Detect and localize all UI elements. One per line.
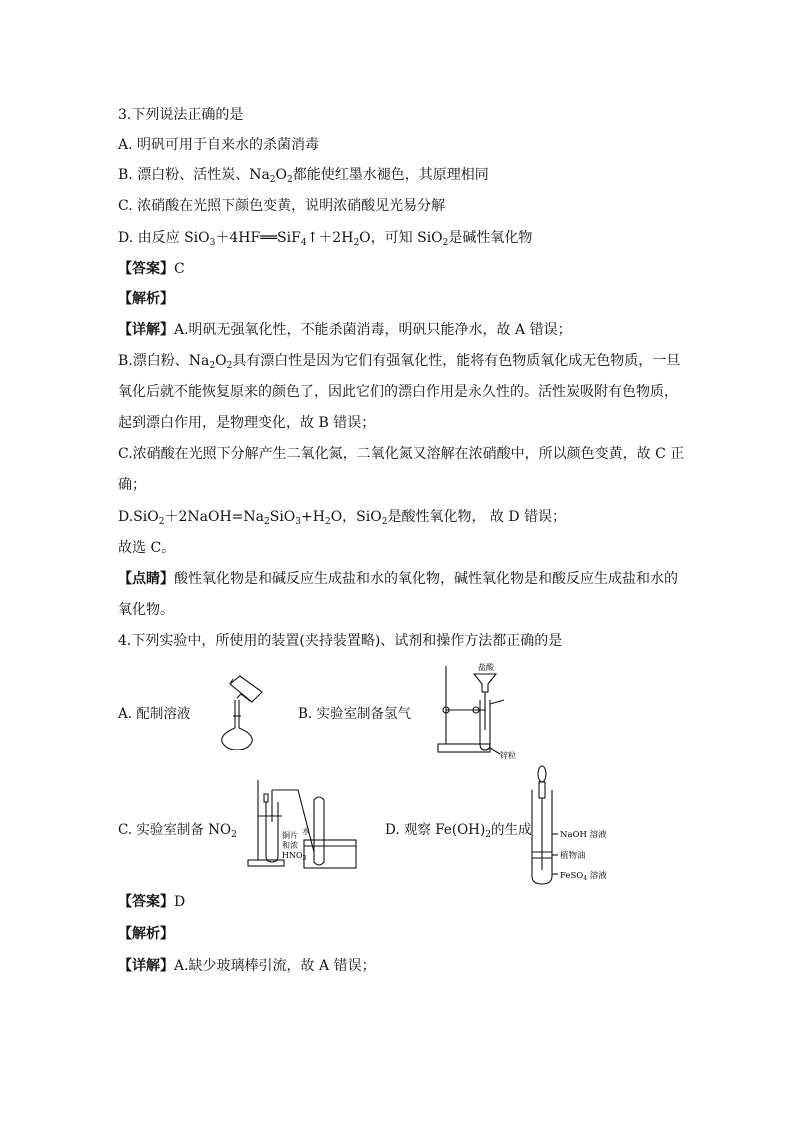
q3-detail-a: 【详解】A.明矾无强氧化性，不能杀菌消毒，明矾只能净水，故 A 错误； [118, 322, 572, 338]
q3-stem: 3.下列说法正确的是 [118, 107, 244, 123]
q4-option-b-label: B. 实验室制备氢气 [298, 706, 412, 722]
hydrogen-apparatus-figure [430, 660, 530, 760]
q4-option-a-label: A. 配制溶液 [118, 706, 191, 722]
q3-conclusion: 故选 C。 [118, 540, 176, 556]
label-zinc-granules: 锌粒 [500, 751, 516, 760]
q3-answer: 【答案】C [118, 261, 185, 277]
q3-option-b: B. 漂白粉、活性炭、$Na_2O_2$都能使红墨水褪色，其原理相同 [118, 167, 489, 185]
q3-detail-c-line2: 确； [118, 477, 146, 493]
q3-detail-d: $D.SiO_2+2NaOH=Na_2SiO_3+H_2O$，SiO$_2$是酸性氧化物， 故 D 错误； [118, 509, 567, 527]
no2-apparatus-figure [244, 776, 360, 872]
q3-option-c: C. 浓硝酸在光照下颜色变黄，说明浓硝酸见光易分解 [118, 198, 446, 214]
label-naoh: NaOH 溶液 [560, 830, 607, 840]
label-feso4: FeSO$_4$ 溶液 [560, 871, 607, 882]
q3-detail-b-line3: 起到漂白作用，是物理变化，故 B 错误； [118, 415, 376, 431]
q3-option-a: A. 明矾可用于自来水的杀菌消毒 [118, 137, 320, 153]
q3-option-d: D. 由反应 $SiO_3+4HF══SiF_4↑+2H_2O$，可知 SiO$_2$是碱性氧化物 [118, 230, 533, 248]
q4-option-d-label: D. 观察 $Fe(OH)_2$的生成 [385, 822, 532, 840]
q4-analysis-label: 【解析】 [118, 926, 174, 942]
q4-stem: 4.下列实验中，所使用的装置(夹持装置略)、试剂和操作方法都正确的是 [118, 633, 563, 649]
label-hno3: $HNO_3$ [282, 851, 307, 862]
label-concentrated: 和浓 [282, 841, 298, 850]
q3-note-line1: 【点睛】酸性氧化物是和碱反应生成盐和水的氧化物，碱性氧化物是和酸反应生成盐和水的 [118, 571, 678, 587]
label-copper: 铜片 [282, 831, 298, 840]
q4-detail-a: 【详解】A.缺少玻璃棒引流，故 A 错误； [118, 958, 376, 974]
q3-detail-b-line2: 氧化后就不能恢复原来的颜色了，因此它们的漂白作用是永久性的。活性炭吸附有色物质， [118, 384, 678, 400]
label-water: 水 [302, 827, 310, 836]
q3-analysis-label: 【解析】 [118, 291, 174, 307]
q4-answer: 【答案】D [118, 894, 186, 910]
q3-detail-c-line1: C.浓硝酸在光照下分解产生二氧化氮，二氧化氮又溶解在浓硝酸中，所以颜色变黄，故 C 正 [118, 446, 685, 462]
label-hydrochloric-acid: 盐酸 [478, 663, 494, 672]
fe-oh2-apparatus-figure [524, 764, 634, 886]
volumetric-flask-figure [214, 670, 274, 750]
q3-detail-b: B.漂白粉、$Na_2O_2$具有漂白性是因为它们有强氧化性，能将有色物质氧化成无色物质，一旦 [118, 353, 681, 371]
label-vegetable-oil: 植物油 [560, 851, 586, 861]
q3-note-line2: 氧化物。 [118, 602, 174, 618]
q4-option-c-label: C. 实验室制备 $NO_2$ [118, 822, 237, 840]
